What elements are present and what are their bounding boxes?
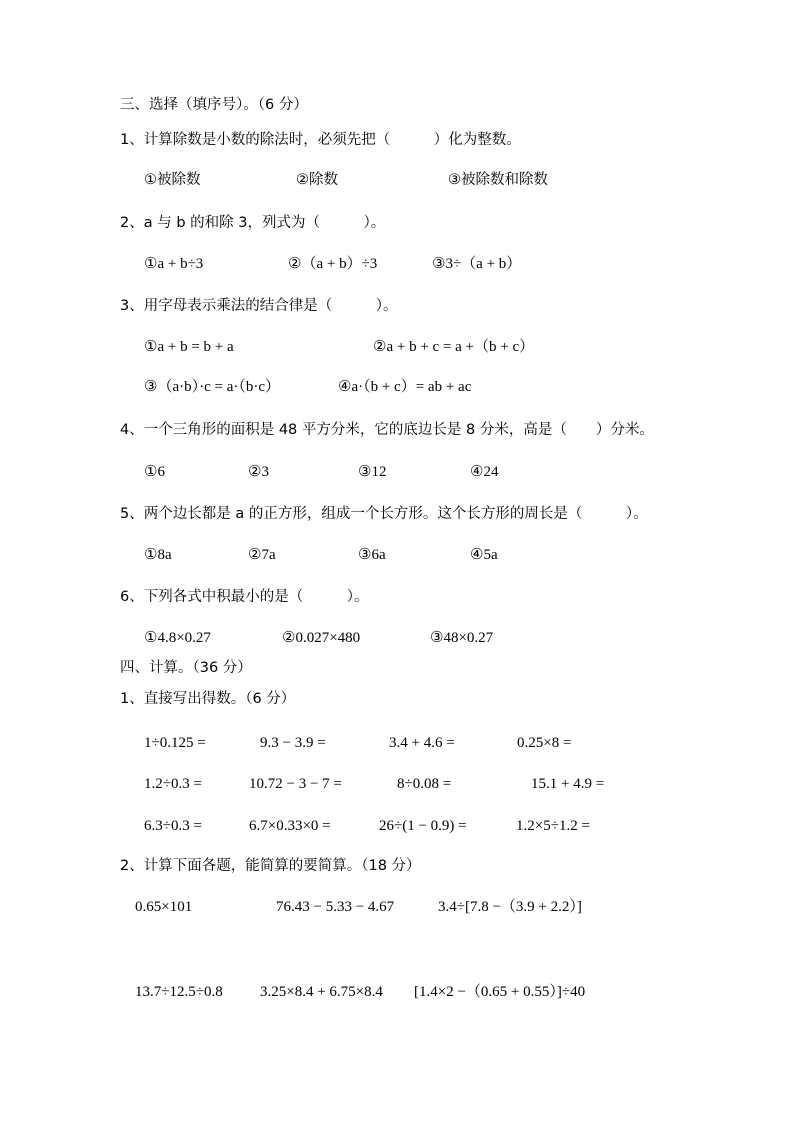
mental-math-item: 0.25×8 = <box>517 735 572 751</box>
question-1-stem: 1、计算除数是小数的除法时，必须先把（ ）化为整数。 <box>120 132 521 148</box>
calculation-item: 3.25×8.4 + 6.75×8.4 <box>260 984 383 1000</box>
question-4-option-3: ③12 <box>358 464 387 480</box>
question-3-option-4: ④a·（b + c）= ab + ac <box>338 379 472 395</box>
section-4-title: 四、计算。（36 分） <box>120 660 252 676</box>
calculation-item: [1.4×2 −（0.65 + 0.55）]÷40 <box>414 984 586 1000</box>
section-3-title: 三、选择（填序号）。（6 分） <box>120 97 308 113</box>
mental-math-item: 3.4 + 4.6 = <box>389 735 455 751</box>
question-6-option-2: ②0.027×480 <box>282 630 361 646</box>
part-2-title: 2、计算下面各题，能简算的要简算。（18 分） <box>120 858 421 874</box>
part-1-title: 1、直接写出得数。（6 分） <box>120 691 296 707</box>
calculation-item: 0.65×101 <box>135 899 193 915</box>
question-1-option-1: ①被除数 <box>144 172 201 188</box>
question-6-option-3: ③48×0.27 <box>430 630 494 646</box>
question-6-option-1: ①4.8×0.27 <box>144 630 211 646</box>
question-4-option-2: ②3 <box>248 464 269 480</box>
question-1-option-3: ③被除数和除数 <box>448 172 548 188</box>
question-4-option-1: ①6 <box>144 464 165 480</box>
mental-math-item: 6.3÷0.3 = <box>144 818 202 834</box>
calculation-item: 3.4÷[7.8 −（3.9 + 2.2）] <box>438 899 582 915</box>
question-5-option-4: ④5a <box>470 547 498 563</box>
question-4-stem: 4、一个三角形的面积是 48 平方分米，它的底边长是 8 分米，高是（ ）分米。 <box>120 422 654 438</box>
mental-math-item: 9.3 − 3.9 = <box>260 735 326 751</box>
mental-math-item: 1÷0.125 = <box>144 735 206 751</box>
question-5-option-3: ③6a <box>358 547 386 563</box>
mental-math-item: 6.7×0.33×0 = <box>249 818 331 834</box>
calculation-item: 13.7÷12.5÷0.8 <box>135 984 223 1000</box>
mental-math-item: 26÷(1 − 0.9) = <box>379 818 467 834</box>
question-3-option-1: ①a + b = b + a <box>144 339 234 355</box>
question-2-stem: 2、a 与 b 的和除 3，列式为（ ）。 <box>120 215 386 231</box>
question-2-option-3: ③3÷（a + b） <box>432 256 522 272</box>
question-3-option-3: ③（a·b）·c = a·（b·c） <box>144 379 281 395</box>
question-1-option-2: ②除数 <box>296 172 338 188</box>
question-4-option-4: ④24 <box>470 464 499 480</box>
question-2-option-2: ②（a + b）÷3 <box>288 256 378 272</box>
question-6-stem: 6、下列各式中积最小的是（ ）。 <box>120 589 369 605</box>
mental-math-item: 8÷0.08 = <box>397 776 452 792</box>
question-5-stem: 5、两个边长都是 a 的正方形，组成一个长方形。这个长方形的周长是（ ）。 <box>120 506 648 522</box>
mental-math-item: 10.72 − 3 − 7 = <box>249 776 342 792</box>
question-5-option-2: ②7a <box>248 547 276 563</box>
question-3-stem: 3、用字母表示乘法的结合律是（ ）。 <box>120 298 398 314</box>
question-2-option-1: ①a + b÷3 <box>144 256 204 272</box>
mental-math-item: 1.2÷0.3 = <box>144 776 202 792</box>
mental-math-item: 1.2×5÷1.2 = <box>516 818 590 834</box>
question-3-option-2: ②a + b + c = a +（b + c） <box>373 339 535 355</box>
mental-math-item: 15.1 + 4.9 = <box>531 776 605 792</box>
calculation-item: 76.43 − 5.33 − 4.67 <box>276 899 395 915</box>
question-5-option-1: ①8a <box>144 547 172 563</box>
